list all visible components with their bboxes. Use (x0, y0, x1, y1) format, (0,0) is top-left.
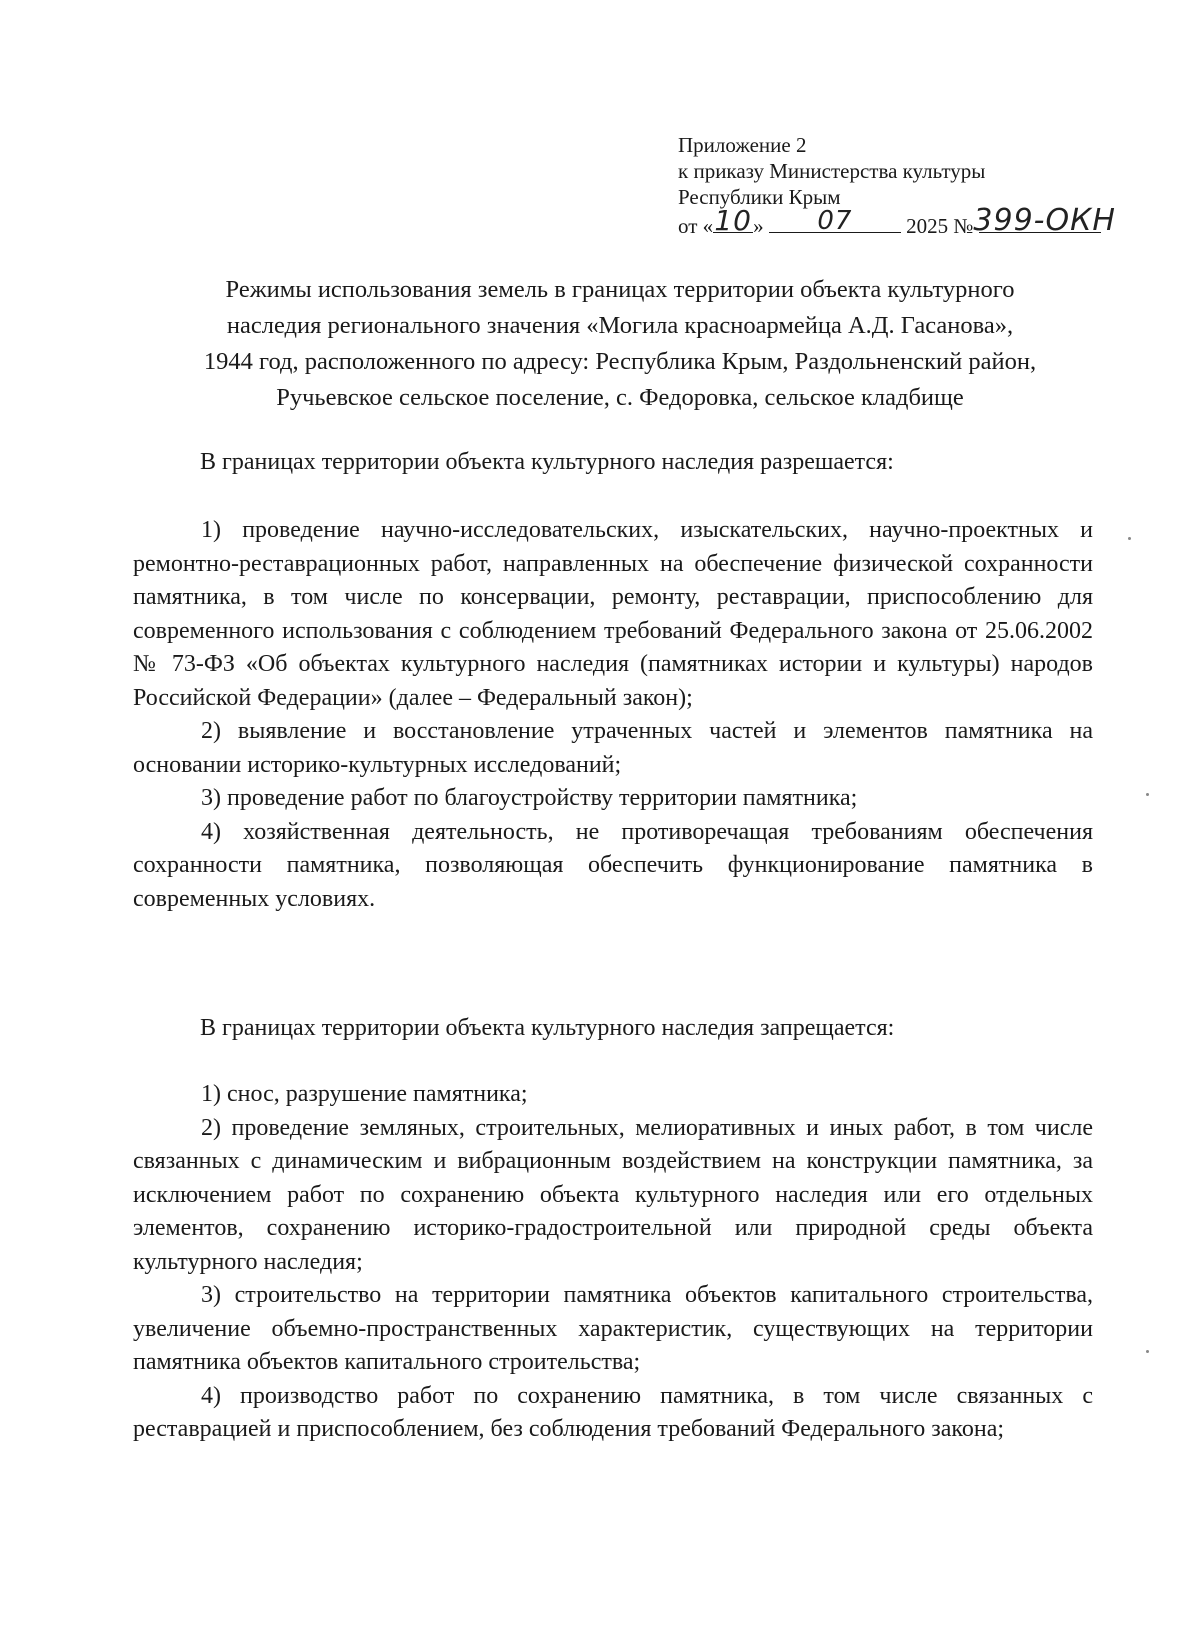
appendix-label: Приложение 2 (678, 133, 807, 157)
allowed-item-4: 4) хозяйственная деятельность, не противоречащая требованиям обеспечения сохранности памятника, позволяющая обеспечить функционирование памятника в современных условиях. (133, 818, 1093, 912)
scan-speck (1146, 1350, 1149, 1353)
title-line-2: наследия регионального значения «Могила красноармейца А.Д. Гасанова», (226, 312, 1014, 339)
appendix-header (678, 132, 1138, 239)
handwritten-order-number: 399-ОКН (973, 203, 1116, 238)
forbidden-item-3: 3) строительство на территории памятника объектов капитального строительства, увеличение объемно-пространственных характеристик, существующих на территории памятника объектов капитального строительства; (133, 1282, 1093, 1375)
order-number-field (973, 203, 1116, 238)
document-title (140, 272, 1100, 416)
title-line-3: 1944 год, расположенного по адресу: Республика Крым, Раздольненский район, (203, 348, 1037, 375)
scan-speck (1146, 793, 1149, 796)
handwritten-month: 07 (817, 206, 853, 236)
handwritten-day: 10 (714, 204, 752, 237)
forbidden-item-2: 2) проведение земляных, строительных, мелиоративных и иных работ, в том числе связанных с динамическим и вибрационным воздействием на конструкции памятника, за исключением работ по сохранению объекта культурного наследия или его отдельных элементов, сохранению историко-градостроительной или природной среды объекта культурного наследия; (133, 1114, 1093, 1275)
date-year: 2025 № (906, 214, 974, 238)
date-day-field (713, 204, 753, 237)
date-month-field (769, 206, 901, 236)
date-mid: » (753, 214, 764, 238)
appendix-order-ref: к приказу Министерства культуры (678, 159, 986, 183)
forbidden-item-1: 1) снос, разрушение памятника; (201, 1081, 528, 1107)
forbidden-list (133, 1078, 1093, 1447)
title-line-4: Ручьевское сельское поселение, с. Федоровка, сельское кладбище (276, 384, 964, 411)
allowed-item-3: 3) проведение работ по благоустройству территории памятника; (201, 785, 858, 811)
allowed-list (133, 514, 1093, 916)
scan-speck (1128, 537, 1131, 540)
allowed-item-1: 1) проведение научно-исследовательских, изыскательских, научно-проектных и ремонтно-реставрационных работ, направленных на обеспечение физической сохранности памятника, в том числе по консервации, ремонту, реставрации, приспособлению для современного использования с соблюдением требований Федерального закона от 25.06.2002 № 73-ФЗ «Об объектах культурного наследия (памятниках истории и культуры) народов Российской Федерации» (далее – Федеральный закон); (133, 517, 1093, 711)
title-line-1: Режимы использования земель в границах территории объекта культурного (225, 276, 1015, 303)
appendix-date-line (678, 203, 1138, 239)
allowed-item-2: 2) выявление и восстановление утраченных частей и элементов памятника на основании историко-культурных исследований; (133, 718, 1093, 778)
forbidden-item-4: 4) производство работ по сохранению памятника, в том числе связанных с реставрацией и приспособлением, без соблюдения требований Федерального закона; (133, 1382, 1093, 1442)
date-prefix: от « (678, 214, 714, 238)
appendix-ministry: Республики Крым (678, 185, 841, 209)
allowed-heading: В границах территории объекта культурного наследия разрешается: (200, 449, 894, 475)
forbidden-heading: В границах территории объекта культурного наследия запрещается: (200, 1015, 895, 1041)
